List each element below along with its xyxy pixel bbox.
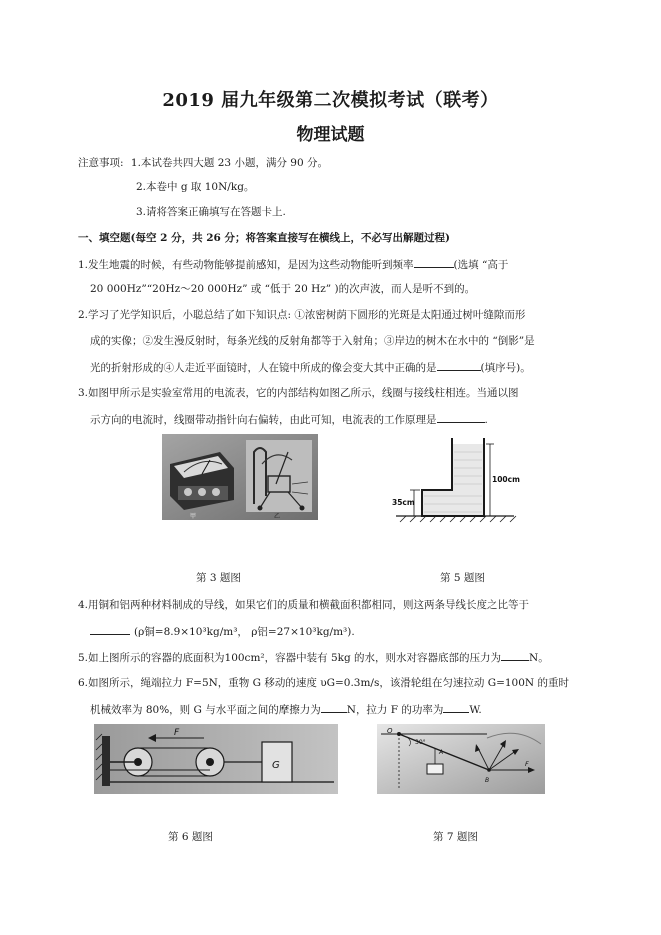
q1-answer-blank [414,257,454,268]
q5-text-b: N。 [529,652,549,664]
q2-line-1: 2.学习了光学知识后，小聪总结了如下知识点: ①浓密树荫下圆形的光斑是太阳通过树叶缝隙而形 [78,309,526,321]
fig7-label-angle: 30° [415,739,426,746]
q5-text-a: 5.如上图所示的容器的底面积为100cm²，容器中装有 5kg 的水，则水对容器底部的压力为 [78,652,502,664]
notice-item-2: 2.本卷中 g 取 10N/kg。 [136,181,255,193]
q6-line-1: 6.如图所示，绳端拉力 F=5N，重物 G 移动的速度 υG=0.3m/s，该滑轮组在匀速拉动 G=100N 的重时 [78,677,569,689]
q6-text-a: 机械效率为 80%，则 G 与水平面之间的摩擦力为 [90,704,321,716]
q2-line-3 [90,360,531,375]
q2-answer-blank [437,360,481,371]
q6-line-2 [90,702,482,717]
q2-text-b: (填序号)。 [480,362,531,374]
q3-line-2 [90,412,488,427]
q1-text-b: (选填 “高于 [453,259,509,271]
q4-line-1: 4.用铜和铝两种材料制成的导线，如果它们的质量和横截面积都相同，则这两条导线长度之比等于 [78,599,530,611]
figure-7-lever-photo [377,724,545,794]
q3-text-b: . [484,414,488,426]
q1-line-2: 20 000Hz”“20Hz～20 000Hz” 或 “低于 20 Hz” )的次声波，而人是听不到的。 [90,283,476,295]
figure-3-caption: 第 3 题图 [196,572,241,584]
figure-6-pulley-photo [94,724,338,794]
fig6-label-f: F [174,728,180,738]
q6-text-b: N，拉力 F 的功率为 [346,704,444,716]
q5-answer-blank [501,650,529,661]
q4-line-2 [90,624,355,639]
figure-5-container [392,434,522,524]
q1-text-a: 1.发生地震的时候，有些动物能够提前感知，是因为这些动物能听到频率 [78,259,414,271]
fig3-label-a: 甲 [190,513,197,520]
section-heading: 一、填空题(每空 2 分，共 26 分；将答案直接写在横线上，不必写出解题过程) [78,232,450,244]
notice-line-1 [78,156,328,170]
fig7-label-b: B [485,777,490,784]
fig6-label-g: G [272,760,280,771]
q6-text-c: W. [469,704,482,716]
q4-text: (ρ铜=8.9×10³kg/m³， ρ铝=27×10³kg/m³). [134,626,355,638]
figure-6-caption: 第 6 题图 [168,831,213,843]
q4-answer-blank [90,624,130,635]
q3-line-1: 3.如图甲所示是实验室常用的电流表，它的内部结构如图乙所示，线圈与接线柱相连。当通以图 [78,387,519,399]
q5-line-1 [78,650,549,665]
notice-label: 注意事项: [78,157,124,169]
q3-text-a: 示方向的电流时，线圈带动指针向右偏转，由此可知，电流表的工作原理是 [90,414,437,426]
figure-7-caption: 第 7 题图 [433,831,478,843]
fig5-label-100cm: 100cm [492,475,520,484]
exam-subject: 物理试题 [296,125,365,145]
q2-text-a: 光的折射形成的④人走近平面镜时，人在镜中所成的像会变大其中正确的是 [90,362,437,374]
q6-answer-blank-1 [321,702,347,713]
q6-answer-blank-2 [443,702,469,713]
fig7-label-a: A [439,749,444,756]
notice-item-3: 3.请将答案正确填写在答题卡上. [136,206,286,218]
fig7-label-f: F [525,760,529,768]
fig5-label-35cm: 35cm [392,498,415,507]
figure-3-ammeter-photo [162,434,318,520]
fig7-label-o: O [387,727,393,735]
q1-line-1 [78,257,508,272]
fig3-label-b: 乙 [274,513,281,520]
q3-answer-blank [437,412,485,423]
figure-5-caption: 第 5 题图 [440,572,485,584]
notice-item-1: 1.本试卷共四大题 23 小题，满分 90 分。 [130,157,328,169]
exam-title: 2019 届九年级第二次模拟考试（联考） [162,90,499,111]
q2-line-2: 成的实像；②发生漫反射时，每条光线的反射角都等于入射角；③岸边的树木在水中的 “倒影”是 [90,335,535,347]
